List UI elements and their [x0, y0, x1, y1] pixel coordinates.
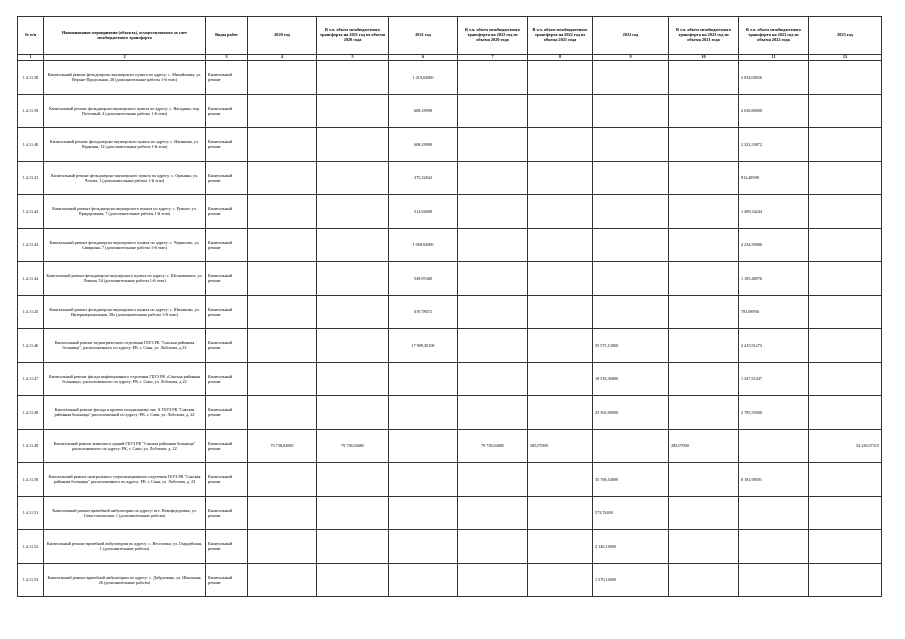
row-name: Капитальный ремонт комплекса зданий ГБУЗ РК "Сакская районная больница" расположенного по адресу: РК, г. Саки, ул. Лобозова, д. 22	[44, 429, 206, 463]
table-row	[18, 396, 882, 430]
cell-col11	[739, 429, 809, 463]
cell-col10	[669, 262, 739, 296]
cell-col11	[739, 563, 809, 597]
cell-2021: 608,18998	[389, 94, 458, 128]
cell-2023	[809, 94, 882, 128]
cell-2020	[248, 563, 317, 597]
cell-2021	[389, 563, 458, 597]
cell-col5	[317, 61, 389, 95]
row-number: 1.4.11.50	[18, 463, 44, 497]
col-header: В т.ч. объем межбюджетного трансферта на 2022 год из объема 2020 года	[458, 17, 528, 55]
cell-2023	[809, 161, 882, 195]
cell-2020	[248, 195, 317, 229]
cell-col10	[669, 530, 739, 564]
row-work-type: Капитальный ремонт	[206, 228, 248, 262]
cell-col5	[317, 396, 389, 430]
table-row	[18, 195, 882, 229]
cell-col7	[458, 563, 528, 597]
column-number: 1	[18, 55, 44, 61]
cell-col11: 1 185,46976	[739, 262, 809, 296]
cell-2022	[593, 295, 669, 329]
cell-col8	[528, 128, 593, 162]
row-work-type: Капитальный ремонт	[206, 496, 248, 530]
cell-col10	[669, 94, 739, 128]
cell-2021: 619,78072	[389, 295, 458, 329]
cell-col7	[458, 94, 528, 128]
cell-col7	[458, 161, 528, 195]
cell-2023	[809, 228, 882, 262]
cell-2023: 54 236,07315	[809, 429, 882, 463]
cell-col11: 812,48598	[739, 161, 809, 195]
cell-col11: 2 054,04926	[739, 61, 809, 95]
cell-2020	[248, 128, 317, 162]
row-work-type: Капитальный ремонт	[206, 563, 248, 597]
col-header: В т.ч. объем межбюджетного трансферта на 2023 год из объема 2021 года	[669, 17, 739, 55]
cell-2023	[809, 128, 882, 162]
column-number: 2	[44, 55, 206, 61]
cell-col8	[528, 530, 593, 564]
cell-col11: 2 323,33872	[739, 128, 809, 162]
cell-col11: 2 785,55000	[739, 396, 809, 430]
row-number: 1.4.11.44	[18, 262, 44, 296]
row-name: Капитальный ремонт врачебной амбулатории по адресу: с. Добрушино, ул. Школьная, 26 (дополнительные работы)	[44, 563, 206, 597]
row-work-type: Капитальный ремонт	[206, 429, 248, 463]
cell-2020	[248, 463, 317, 497]
row-name: Капитальный ремонт фельдшерско-акушерского пункта по адресу: с. Оранина, ул. Чехова, 1 (дополнительные работы 1-й этап)	[44, 161, 206, 195]
cell-col10	[669, 362, 739, 396]
cell-col5	[317, 563, 389, 597]
cell-2020	[248, 530, 317, 564]
cell-2023	[809, 362, 882, 396]
cell-2020	[248, 329, 317, 363]
table-row	[18, 362, 882, 396]
row-name: Капитальный ремонт фельдшерско-акушерского пункта по адресу: с. Шелковичное, ул. Ленина, 54 (дополнительные работы 1-й этап)	[44, 262, 206, 296]
cell-col8	[528, 463, 593, 497]
cell-col5	[317, 94, 389, 128]
row-number: 1.4.11.45	[18, 295, 44, 329]
cell-2022: 35 575,13800	[593, 329, 669, 363]
column-number: 3	[206, 55, 248, 61]
row-work-type: Капитальный ремонт	[206, 195, 248, 229]
cell-col7	[458, 496, 528, 530]
cell-col5	[317, 195, 389, 229]
cell-col8	[528, 195, 593, 229]
table-row	[18, 463, 882, 497]
cell-2021	[389, 496, 458, 530]
cell-2020	[248, 295, 317, 329]
row-name: Капитальный ремонт фельдшерско-акушерского пункта по адресу: с. Черкасово, ул. Сивирина, 7 (дополнительные работы 1-й этап)	[44, 228, 206, 262]
cell-2020	[248, 496, 317, 530]
row-number: 1.4.11.53	[18, 563, 44, 597]
table-row	[18, 563, 882, 597]
row-name: Капитальный ремонт фельдшерско-акушерского пункта по адресу: с. Шиханово, ул. Интернациональная, 38а (дополнительные работы 1-й этап)	[44, 295, 206, 329]
cell-2021	[389, 396, 458, 430]
cell-2020	[248, 262, 317, 296]
table-row	[18, 496, 882, 530]
column-number: 12	[809, 55, 882, 61]
row-number: 1.4.11.49	[18, 429, 44, 463]
cell-2021	[389, 463, 458, 497]
col-header: 2023 год	[809, 17, 882, 55]
cell-2022: 1 570,14000	[593, 563, 669, 597]
cell-2020	[248, 94, 317, 128]
cell-2023	[809, 329, 882, 363]
cell-2020	[248, 161, 317, 195]
row-work-type: Капитальный ремонт	[206, 530, 248, 564]
cell-2022: 35 768,54800	[593, 463, 669, 497]
cell-2021: 1 068,82000	[389, 228, 458, 262]
cell-col5	[317, 362, 389, 396]
row-name: Капитальный ремонт фельдшерско-акушерского пункта по адресу: с. Рунное, ул. Придорожная, 7 (дополнительные работы 1-й этап)	[44, 195, 206, 229]
cell-col5	[317, 128, 389, 162]
col-header: В т.ч. объем межбюджетного трансферта на 2023 год из объема 2022 года	[739, 17, 809, 55]
cell-2022	[593, 94, 669, 128]
cell-col11: 1 499,54244	[739, 195, 809, 229]
cell-2021: 512,94608	[389, 195, 458, 229]
table-row	[18, 262, 882, 296]
cell-col10	[669, 195, 739, 229]
row-name: Капитальный ремонт центрального стерилизационного отделения ГБУЗ РК "Сакская районная больница" расположенного по адресу: РК, г. Саки, ул. Лобозова, д. 22	[44, 463, 206, 497]
cell-2021: 1 419,04000	[389, 61, 458, 95]
row-number: 1.4.11.51	[18, 496, 44, 530]
cell-col7	[458, 396, 528, 430]
cell-col10	[669, 228, 739, 262]
row-work-type: Капитальный ремонт	[206, 329, 248, 363]
row-name: Капитальный ремонт фельдшерско-акушерского пункта по адресу: с. Михайловка, ул. Верхне-Продольная, 28 (дополнительные работы 1-й этап)	[44, 61, 206, 95]
cell-2023	[809, 530, 882, 564]
col-header: Виды работ	[206, 17, 248, 55]
row-number: 1.4.11.52	[18, 530, 44, 564]
row-number: 1.4.11.40	[18, 128, 44, 162]
cell-col5	[317, 530, 389, 564]
cell-col7	[458, 262, 528, 296]
cell-col11: 4 234,59086	[739, 228, 809, 262]
row-name: Капитальный ремонт врачебной амбулатории по адресу: с. Веселовка, ул. Гвардейская, 1 (дополнительные работы)	[44, 530, 206, 564]
cell-2022	[593, 228, 669, 262]
cell-col8	[528, 396, 593, 430]
cell-2022	[593, 262, 669, 296]
cell-2022	[593, 128, 669, 162]
funding-table	[17, 16, 882, 597]
cell-col10	[669, 563, 739, 597]
cell-col7	[458, 463, 528, 497]
cell-2020	[248, 362, 317, 396]
col-header: Наименование мероприятия (объекта), осуществляемого за счет межбюджетного трансферта	[44, 17, 206, 55]
cell-col8	[528, 295, 593, 329]
table-row	[18, 161, 882, 195]
cell-col8: 285,07000	[528, 429, 593, 463]
col-header: В т.ч. объем межбюджетного трансферта на 2021 год из объема 2020 года	[317, 17, 389, 55]
cell-col8	[528, 563, 593, 597]
cell-2022: 23 365,90000	[593, 396, 669, 430]
row-work-type: Капитальный ремонт	[206, 61, 248, 95]
row-name: Капитальный ремонт фасада и кровли холодильника лит. А ГБУЗ РК "Сакская районная больница" расположенной по адресу: РК, г. Саки, ул. Лобозова, д. 22	[44, 396, 206, 430]
cell-col10	[669, 128, 739, 162]
cell-2022	[593, 61, 669, 95]
cell-col7	[458, 228, 528, 262]
col-header: № п/п	[18, 17, 44, 55]
cell-col7	[458, 329, 528, 363]
cell-2021: 549,95368	[389, 262, 458, 296]
cell-col10	[669, 61, 739, 95]
row-name: Капитальный ремонт врачебной амбулатории по адресу: пгт. Новофедоровка, ул. Севастопольская, 1 (дополнительные работы)	[44, 496, 206, 530]
cell-col5	[317, 496, 389, 530]
cell-2021	[389, 429, 458, 463]
table-row	[18, 94, 882, 128]
cell-col8	[528, 329, 593, 363]
cell-col10: 285,07000	[669, 429, 739, 463]
row-name: Капитальный ремонт фельдшерско-акушерского пункта по адресу: с. Нагадкин, пер. Почтовый, 4 (дополнительные работы 1-й этап)	[44, 94, 206, 128]
col-header: В т.ч. объем межбюджетного трансферта на 2022 год из объема 2021 года	[528, 17, 593, 55]
row-name: Капитальный ремонт фельдшерско-акушерского пункта по адресу: с. Нагинино, ул. Парковая, 12 (дополнительные работы 1-й этап)	[44, 128, 206, 162]
cell-col7	[458, 61, 528, 95]
row-number: 1.4.11.38	[18, 61, 44, 95]
col-header: 2020 год	[248, 17, 317, 55]
cell-2022	[593, 429, 669, 463]
column-number: 4	[248, 55, 317, 61]
cell-col10	[669, 295, 739, 329]
row-work-type: Капитальный ремонт	[206, 295, 248, 329]
cell-2021: 375,32844	[389, 161, 458, 195]
cell-col11: 781,68956	[739, 295, 809, 329]
cell-col10	[669, 161, 739, 195]
col-header: 2021 год	[389, 17, 458, 55]
cell-col8	[528, 94, 593, 128]
cell-2020	[248, 61, 317, 95]
table-row	[18, 530, 882, 564]
row-work-type: Капитальный ремонт	[206, 161, 248, 195]
cell-col7	[458, 295, 528, 329]
table-row	[18, 429, 882, 463]
column-number: 10	[669, 55, 739, 61]
cell-col11: 1 347,51447	[739, 362, 809, 396]
column-number: 7	[458, 55, 528, 61]
row-number: 1.4.11.46	[18, 329, 44, 363]
cell-2021: 608,18998	[389, 128, 458, 162]
row-number: 1.4.11.47	[18, 362, 44, 396]
cell-2021	[389, 362, 458, 396]
header-row	[18, 17, 882, 55]
cell-col5	[317, 161, 389, 195]
cell-2023	[809, 262, 882, 296]
cell-2022	[593, 195, 669, 229]
cell-col11: 2 415,91273	[739, 329, 809, 363]
cell-col10	[669, 329, 739, 363]
column-number: 8	[528, 55, 593, 61]
cell-2020	[248, 396, 317, 430]
cell-col5	[317, 295, 389, 329]
row-name: Капитальный ремонт педиатрического отделения ГБУЗ РК "Сакская районная больница", расположенного по адресу: РК, г. Саки, ул. Лобозова, д.22	[44, 329, 206, 363]
cell-2020	[248, 228, 317, 262]
cell-2022: 2 140,14900	[593, 530, 669, 564]
cell-col7: 79 738,04685	[458, 429, 528, 463]
row-name: Капитальный ремонт фасада инфекционного отделения ГБУЗ РК «Сакская районная больница», расположенного по адресу: РК, г. Саки, ул. Лобозова, д.22	[44, 362, 206, 396]
cell-col11: 2 638,80000	[739, 94, 809, 128]
cell-col5	[317, 262, 389, 296]
cell-col7	[458, 128, 528, 162]
row-work-type: Капитальный ремонт	[206, 396, 248, 430]
cell-col11: 8 181,98581	[739, 463, 809, 497]
row-number: 1.4.11.41	[18, 161, 44, 195]
column-number: 5	[317, 55, 389, 61]
column-number: 11	[739, 55, 809, 61]
cell-2023	[809, 496, 882, 530]
cell-col10	[669, 496, 739, 530]
row-work-type: Капитальный ремонт	[206, 262, 248, 296]
table-row	[18, 295, 882, 329]
cell-col5	[317, 329, 389, 363]
cell-col5: 79 738,04685	[317, 429, 389, 463]
cell-2022: 18 518,36800	[593, 362, 669, 396]
cell-col8	[528, 228, 593, 262]
cell-2023	[809, 463, 882, 497]
row-number: 1.4.11.39	[18, 94, 44, 128]
cell-2023	[809, 295, 882, 329]
table-row	[18, 128, 882, 162]
cell-2023	[809, 195, 882, 229]
row-work-type: Капитальный ремонт	[206, 463, 248, 497]
cell-2023	[809, 396, 882, 430]
table-row	[18, 61, 882, 95]
table-row	[18, 228, 882, 262]
row-work-type: Капитальный ремонт	[206, 128, 248, 162]
cell-2023	[809, 61, 882, 95]
cell-col11	[739, 496, 809, 530]
cell-2022	[593, 161, 669, 195]
cell-2021	[389, 530, 458, 564]
cell-col11	[739, 530, 809, 564]
cell-col8	[528, 262, 593, 296]
cell-2021: 17 909,30100	[389, 329, 458, 363]
row-number: 1.4.11.48	[18, 396, 44, 430]
cell-col5	[317, 228, 389, 262]
cell-col8	[528, 161, 593, 195]
cell-2020: 79 738,04685	[248, 429, 317, 463]
cell-col8	[528, 61, 593, 95]
row-work-type: Капитальный ремонт	[206, 94, 248, 128]
row-number: 1.4.11.43	[18, 228, 44, 262]
col-header: 2022 год	[593, 17, 669, 55]
column-number: 6	[389, 55, 458, 61]
cell-col7	[458, 530, 528, 564]
cell-col7	[458, 195, 528, 229]
cell-col10	[669, 463, 739, 497]
cell-col8	[528, 362, 593, 396]
cell-2022: 573,74400	[593, 496, 669, 530]
table-row	[18, 329, 882, 363]
row-number: 1.4.11.42	[18, 195, 44, 229]
cell-col7	[458, 362, 528, 396]
cell-col5	[317, 463, 389, 497]
column-number: 9	[593, 55, 669, 61]
row-work-type: Капитальный ремонт	[206, 362, 248, 396]
cell-col10	[669, 396, 739, 430]
cell-2023	[809, 563, 882, 597]
cell-col8	[528, 496, 593, 530]
